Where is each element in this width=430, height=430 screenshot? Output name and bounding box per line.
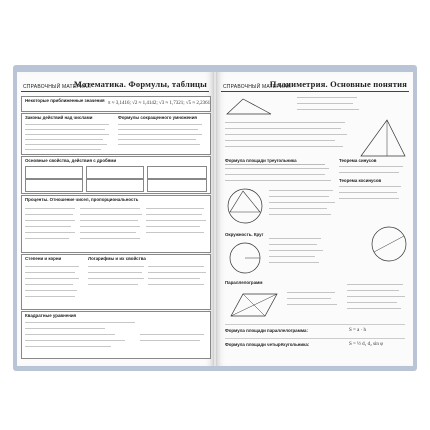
left-page-header <box>21 81 209 92</box>
notations-box <box>21 96 211 112</box>
triangle-icon <box>225 96 285 116</box>
header-label: СПРАВОЧНЫЙ МАТЕРИАЛ <box>23 84 91 90</box>
parallelogram-icon <box>229 290 279 320</box>
inscribed-triangle-icon <box>357 116 409 162</box>
circle-icon <box>227 240 263 276</box>
right-page-header <box>221 81 409 92</box>
laws-box <box>21 113 211 155</box>
sine-theorem-heading: Теорема синусов <box>339 158 377 163</box>
quad-area-formula: S = ½ d₁ d₂ sin φ <box>349 342 384 347</box>
cosine-theorem-heading: Теорема косинусов <box>339 178 382 183</box>
parallelogram-heading: Параллелограмм <box>225 280 263 285</box>
page-title: Математика. Формулы, таблицы <box>73 79 207 89</box>
quadratic-box <box>21 311 211 359</box>
triangle-area-heading: Формула площади треугольника <box>225 158 297 163</box>
constants-line: π ≈ 3,1416; √2 ≈ 1,4142; √3 ≈ 1,7321; √5 ≈ 2,2361 <box>108 101 211 106</box>
circle-triangle-icon <box>225 186 265 226</box>
powers-heading: Степени и корни <box>25 256 62 261</box>
circle-heading: Окружность. Круг <box>225 232 264 237</box>
powers-logs-box <box>21 254 211 310</box>
left-page <box>17 72 213 366</box>
page-title: Планиметрия. Основные понятия <box>269 79 407 89</box>
notations-heading: Некоторые приближенные значения <box>25 98 105 103</box>
parallelogram-area-heading: Формула площади параллелограмма: <box>225 328 308 333</box>
logs-heading: Логарифмы и их свойства <box>88 256 146 261</box>
abbrev-heading: Формулы сокращенного умножения <box>118 115 197 120</box>
percent-heading: Проценты. Отношение чисел, пропорциональность <box>25 197 139 202</box>
fractions-heading: Основные свойства, действия с дробями <box>25 158 117 163</box>
fractions-box <box>21 156 211 194</box>
laws-heading: Законы действий над числами <box>25 115 93 120</box>
percent-box <box>21 195 211 253</box>
quad-area-heading: Формула площади четырёхугольника: <box>225 342 310 347</box>
parallelogram-area-formula: S = a · h <box>349 328 366 333</box>
right-page <box>217 72 413 366</box>
chord-circle-icon <box>369 224 409 264</box>
quadratic-heading: Квадратные уравнения <box>25 313 77 318</box>
header-label: СПРАВОЧНЫЙ МАТЕРИАЛ <box>223 84 291 90</box>
